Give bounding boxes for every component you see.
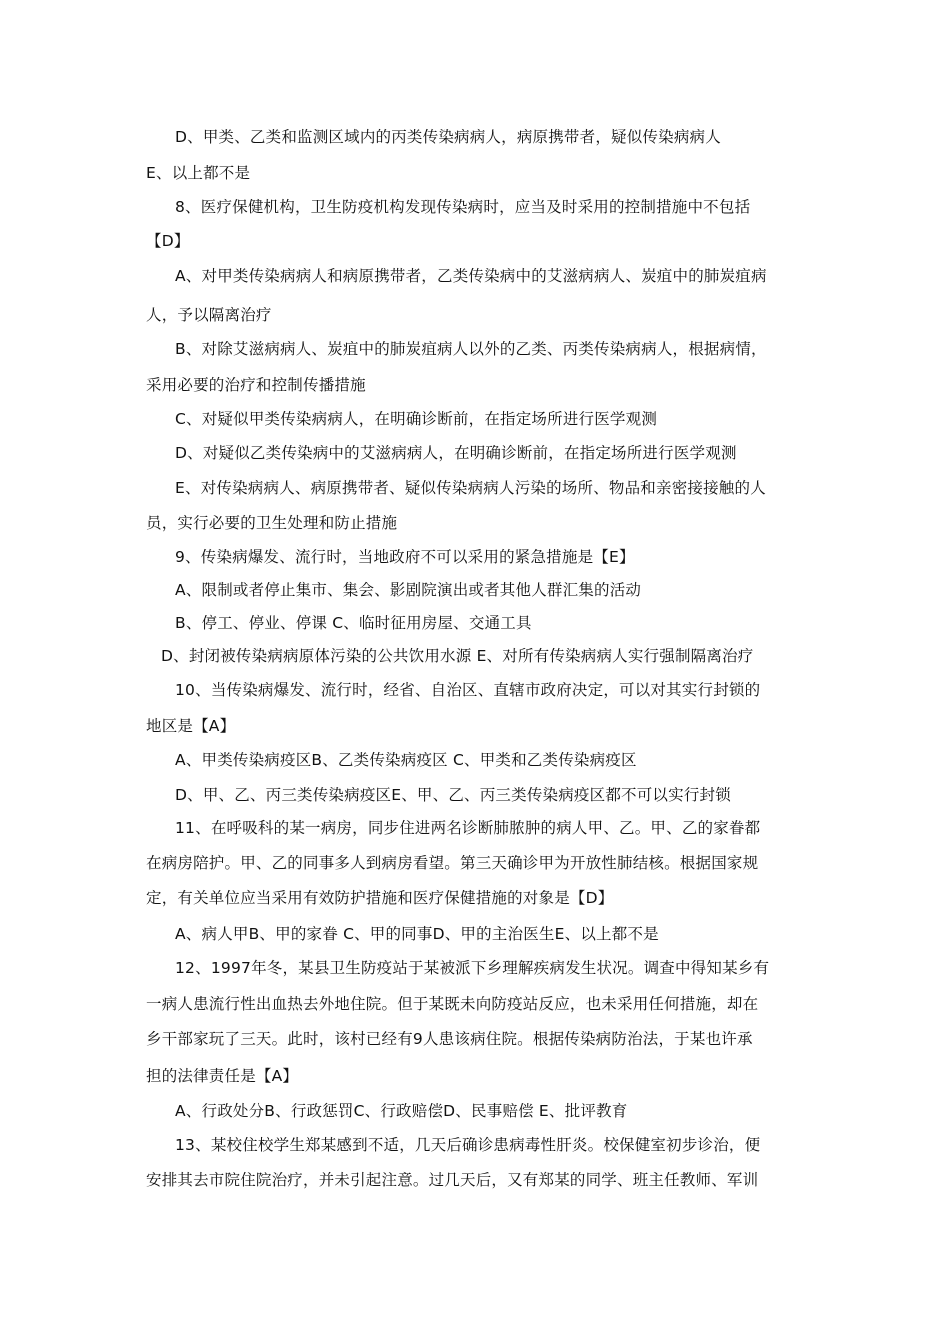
text-line: D、对疑似乙类传染病中的艾滋病病人，在明确诊断前，在指定场所进行医学观测 (175, 444, 737, 462)
text-line: A、行政处分B、行政惩罚C、行政赔偿D、民事赔偿 E、批评教育 (175, 1102, 628, 1120)
text-line: A、限制或者停止集市、集会、影剧院演出或者其他人群汇集的活动 (175, 581, 642, 599)
text-line: 9、传染病爆发、流行时，当地政府不可以采用的紧急措施是【E】 (175, 548, 635, 566)
text-line: A、病人甲B、甲的家眷 C、甲的同事D、甲的主治医生E、以上都不是 (175, 925, 659, 943)
text-line: 11、在呼吸科的某一病房，同步住进两名诊断肺脓肿的病人甲、乙。甲、乙的家眷都 (175, 819, 761, 837)
text-line: D、甲、乙、丙三类传染病疫区E、甲、乙、丙三类传染病疫区都不可以实行封锁 (175, 786, 731, 804)
text-line: A、对甲类传染病病人和病原携带者，乙类传染病中的艾滋病病人、炭疽中的肺炭疽病 (175, 267, 767, 285)
text-line: 人，予以隔离治疗 (146, 306, 272, 324)
text-line: 员，实行必要的卫生处理和防止措施 (146, 514, 398, 532)
text-line: 【D】 (146, 232, 190, 250)
text-line: 一病人患流行性出血热去外地住院。但于某既未向防疫站反应，也未采用任何措施，却在 (146, 995, 759, 1013)
text-line: 安排其去市院住院治疗，并未引起注意。过几天后，又有郑某的同学、班主任教师、军训 (146, 1171, 759, 1189)
text-line: D、封闭被传染病病原体污染的公共饮用水源 E、对所有传染病病人实行强制隔离治疗 (161, 647, 754, 665)
text-line: 在病房陪护。甲、乙的同事多人到病房看望。第三天确诊甲为开放性肺结核。根据国家规 (146, 854, 759, 872)
text-line: 担的法律责任是【A】 (146, 1067, 299, 1085)
text-line: 8、医疗保健机构，卫生防疫机构发现传染病时，应当及时采用的控制措施中不包括 (175, 198, 751, 216)
text-line: E、对传染病病人、病原携带者、疑似传染病病人污染的场所、物品和亲密接接触的人 (175, 479, 766, 497)
text-line: 乡干部家玩了三天。此时，该村已经有9人患该病住院。根据传染病防治法，于某也许承 (146, 1030, 753, 1048)
text-line: 13、某校住校学生郑某感到不适，几天后确诊患病毒性肝炎。校保健室初步诊治，便 (175, 1136, 761, 1154)
text-line: 10、当传染病爆发、流行时，经省、自治区、直辖市政府决定，可以对其实行封锁的 (175, 681, 761, 699)
text-line: 12、1997年冬，某县卫生防疫站于某被派下乡理解疾病发生状况。调查中得知某乡有 (175, 959, 770, 977)
text-line: B、停工、停业、停课 C、临时征用房屋、交通工具 (175, 614, 532, 632)
text-line: A、甲类传染病疫区B、乙类传染病疫区 C、甲类和乙类传染病疫区 (175, 751, 637, 769)
text-line: 地区是【A】 (146, 717, 236, 735)
text-line: 采用必要的治疗和控制传播措施 (146, 376, 366, 394)
text-line: 定，有关单位应当采用有效防护措施和医疗保健措施的对象是【D】 (146, 889, 614, 907)
text-line: D、甲类、乙类和监测区域内的丙类传染病病人，病原携带者，疑似传染病病人 (175, 128, 721, 146)
text-line: C、对疑似甲类传染病病人，在明确诊断前，在指定场所进行医学观测 (175, 410, 658, 428)
text-line: E、以上都不是 (146, 164, 251, 182)
text-line: B、对除艾滋病病人、炭疽中的肺炭疽病人以外的乙类、丙类传染病病人，根据病情， (175, 340, 767, 358)
